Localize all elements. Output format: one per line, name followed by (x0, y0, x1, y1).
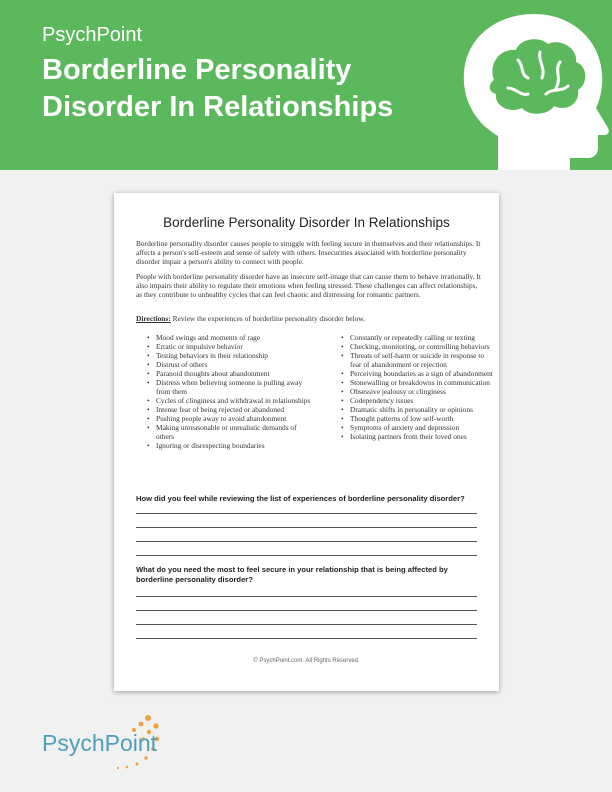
answer-line[interactable] (136, 638, 477, 639)
list-item: • Distress when believing someone is pulling away from them (156, 378, 311, 396)
answer-line[interactable] (136, 527, 477, 528)
directions-text: Review the experiences of borderline personality disorder below. (170, 314, 366, 323)
list-item: • Testing behaviors in their relationship (156, 351, 311, 360)
worksheet-preview (114, 193, 499, 691)
list-item: • Checking, monitoring, or controlling behaviors (350, 342, 495, 351)
answer-line[interactable] (136, 596, 477, 597)
list-item: • Codependency issues (350, 396, 495, 405)
page-title (42, 52, 393, 126)
logo-text-part2: Point (104, 730, 158, 756)
list-item: • Intense fear of being rejected or abandoned (156, 405, 311, 414)
list-item: • Pushing people away to avoid abandonment (156, 414, 311, 423)
question-1: How did you feel while reviewing the list of experiences of borderline personality disorder? (136, 494, 465, 503)
list-item: • Stonewalling or breakdowns in communication (350, 378, 495, 387)
intro-paragraph-1: Borderline personality disorder causes people to struggle with feeling secure in themselves and their relationships. It affects a person's self-esteem and sense of safety with others. Insecurities associated with borderline personality disorder impair a person's ability to connect with people. (136, 239, 481, 266)
list-item: • Dramatic shifts in personality or opinions (350, 405, 495, 414)
page-title-line1: Borderline Personality (42, 54, 352, 86)
answer-line[interactable] (136, 555, 477, 556)
question-2: What do you need the most to feel secure in your relationship that is being affected by borderline personality disorder? (136, 565, 448, 584)
list-item: • Mood swings and moments of rage (156, 333, 311, 342)
list-item: • Cycles of clinginess and withdrawal in relationships (156, 396, 311, 405)
list-item: • Symptoms of anxiety and depression (350, 423, 495, 432)
answer-line[interactable] (136, 624, 477, 625)
directions-label: Directions: (136, 314, 171, 323)
experience-list-left (146, 333, 311, 450)
directions (136, 314, 481, 323)
list-item: • Ignoring or disrespecting boundaries (156, 441, 311, 450)
list-item: • Isolating partners from their loved ones (350, 432, 495, 441)
answer-line[interactable] (136, 610, 477, 611)
intro-paragraph-2: People with borderline personality disorder have an insecure self-image that can cause them to behave irrationally. It also impairs their ability to regulate their emotions when feeling stressed. These challenges can affect relationships, as they contribute to unhealthy cycles that can feel chaotic and distressing for romantic partners. (136, 272, 481, 299)
list-item: • Thought patterns of low self-worth (350, 414, 495, 423)
list-item: • Threats of self-harm or suicide in response to fear of abandonment or rejection (350, 351, 495, 369)
list-item: • Making unreasonable or unrealistic demands of others (156, 423, 311, 441)
brand-name: PsychPoint (42, 24, 143, 46)
copyright-notice: © PsychPoint.com. All Rights Reserved. (253, 658, 360, 664)
page-title-line2: Disorder In Relationships (42, 91, 394, 123)
answer-line[interactable] (136, 541, 477, 542)
list-item: • Distrust of others (156, 360, 311, 369)
psychpoint-logo[interactable] (42, 730, 157, 757)
list-item: • Obsessive jealousy or clinginess (350, 387, 495, 396)
worksheet-title: Borderline Personality Disorder In Relationships (163, 215, 450, 230)
list-item: • Perceiving boundaries as a sign of abandonment (350, 369, 495, 378)
experience-list-right (340, 333, 495, 441)
answer-line[interactable] (136, 513, 477, 514)
head-brain-icon (428, 8, 612, 170)
list-item: • Erratic or impulsive behavior (156, 342, 311, 351)
list-item: • Paranoid thoughts about abandonment (156, 369, 311, 378)
list-item: • Constantly or repeatedly calling or texting (350, 333, 495, 342)
logo-text-part1: Psych (42, 730, 105, 756)
header-banner (0, 0, 612, 170)
